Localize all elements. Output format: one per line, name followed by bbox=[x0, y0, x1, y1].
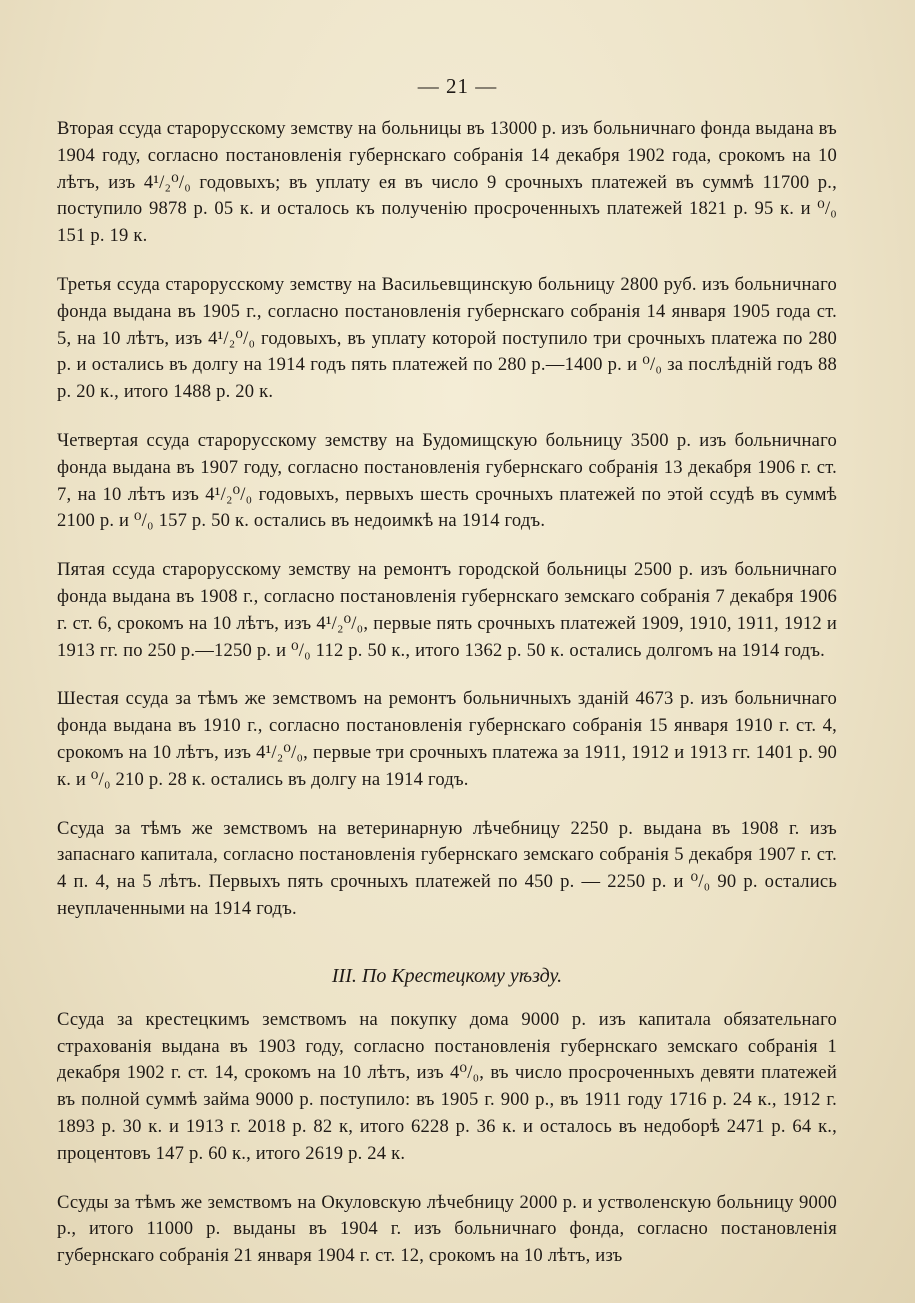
paragraph-krestsy-house-loan: Ссуда за крестецкимъ земствомъ на покупку дома 9000 р. изъ капитала обязательнаго страхованія выдана въ 1903 году, согласно постановленія губернскаго земскаго собранія 1 декабря 1902 г. ст. 14, срокомъ на 10 лѣтъ, изъ 4⁰/₀, въ число просроченныхъ девяти платежей въ полной суммѣ займа 9000 р. поступило: въ 1905 г. 900 р., въ 1911 году 1716 р. 24 к., 1912 г. 1893 р. 30 к. и 1913 г. 2018 р. 82 к, итого 6228 р. 36 к. и осталось въ недоборѣ 2471 р. 64 к., процентовъ 147 р. 60 к., итого 2619 р. 24 к. bbox=[57, 1008, 837, 1164]
paragraph-loan-second: Вторая ссуда старорусскому земству на больницы въ 13000 р. изъ больничнаго фонда выдана въ 1904 году, согласно постановленія губернскаго собранія 14 декабря 1902 года, срокомъ на 10 лѣтъ, изъ 4¹/₂⁰/₀ годовыхъ; въ уплату ея въ число 9 срочныхъ платежей въ суммѣ 11700 р., поступило 9878 р. 05 к. и осталось къ полученію просроченныхъ платежей 1821 р. 95 к. и ⁰/₀ 151 р. 19 к. bbox=[57, 118, 837, 247]
page-number: — 21 — bbox=[417, 74, 498, 98]
paragraph-loan-sixth: Шестая ссуда за тѣмъ же земствомъ на ремонтъ больничныхъ зданій 4673 р. изъ больничнаго фонда выдана въ 1910 г., согласно постановленія губернскаго собранія 15 января 1910 г. ст. 4, срокомъ на 10 лѣтъ, изъ 4¹/₂⁰/₀, первые три срочныхъ платежа за 1911, 1912 и 1913 гг. 1401 р. 90 к. и ⁰/₀ 210 р. 28 к. остались въ долгу на 1914 годъ. bbox=[57, 688, 837, 790]
section-heading: III. По Крестецкому уѣзду. bbox=[331, 964, 563, 987]
paragraph-loan-veterinary: Ссуда за тѣмъ же земствомъ на ветеринарную лѣчебницу 2250 р. выдана въ 1908 г. изъ запаснаго капитала, согласно постановленія губернскаго земскаго собранія 5 декабря 1907 г. ст. 4 п. 4, на 5 лѣтъ. Первыхъ пять срочныхъ платежей по 450 р. — 2250 р. и ⁰/₀ 90 р. остались неуплаченными на 1914 годъ. bbox=[57, 817, 837, 919]
paragraph-loan-fourth: Четвертая ссуда старорусскому земству на Будомищскую больницу 3500 р. изъ больничнаго фонда выдана въ 1907 году, согласно постановленія губернскаго собранія 13 декабря 1906 г. ст. 7, на 10 лѣтъ изъ 4¹/₂⁰/₀ годовыхъ, первыхъ шесть срочныхъ платежей по этой ссудѣ въ суммѣ 2100 р. и ⁰/₀ 157 р. 50 к. остались въ недоимкѣ на 1914 годъ. bbox=[57, 429, 837, 532]
paragraph-loan-fifth: Пятая ссуда старорусскому земству на ремонтъ городской больницы 2500 р. изъ больничнаго фонда выдана въ 1908 г., согласно постановленія губернскаго земскаго собранія 7 декабря 1906 г. ст. 6, срокомъ на 10 лѣтъ, изъ 4¹/₂⁰/₀, первые пять срочныхъ платежей 1909, 1910, 1911, 1912 и 1913 гг. по 250 р.—1250 р. и ⁰/₀ 112 р. 50 к., итого 1362 р. 50 к. остались долгомъ на 1914 годъ. bbox=[57, 559, 837, 661]
paragraph-loan-third: Третья ссуда старорусскому земству на Васильевщинскую больницу 2800 руб. изъ больничнаго фонда выдана въ 1905 г., согласно постановленія губернскаго собранія 14 января 1905 года ст. 5, на 10 лѣтъ, изъ 4¹/₂⁰/₀ годовыхъ, въ уплату которой поступило три срочныхъ платежа по 280 р. и остались въ долгу на 1914 годъ пять платежей по 280 р.—1400 р. и ⁰/₀ за послѣдній годъ 88 р. 20 к., итого 1488 р. 20 к. bbox=[57, 273, 837, 403]
document-body bbox=[57, 116, 837, 1292]
paragraph-krestsy-hospital-loans: Ссуды за тѣмъ же земствомъ на Окуловскую лѣчебницу 2000 р. и устволенскую больницу 9000 р., итого 11000 р. выданы въ 1904 г. изъ больничнаго фонда, согласно постановленія губернскаго собранія 21 января 1904 г. ст. 12, срокомъ на 10 лѣтъ, изъ bbox=[57, 1191, 837, 1267]
